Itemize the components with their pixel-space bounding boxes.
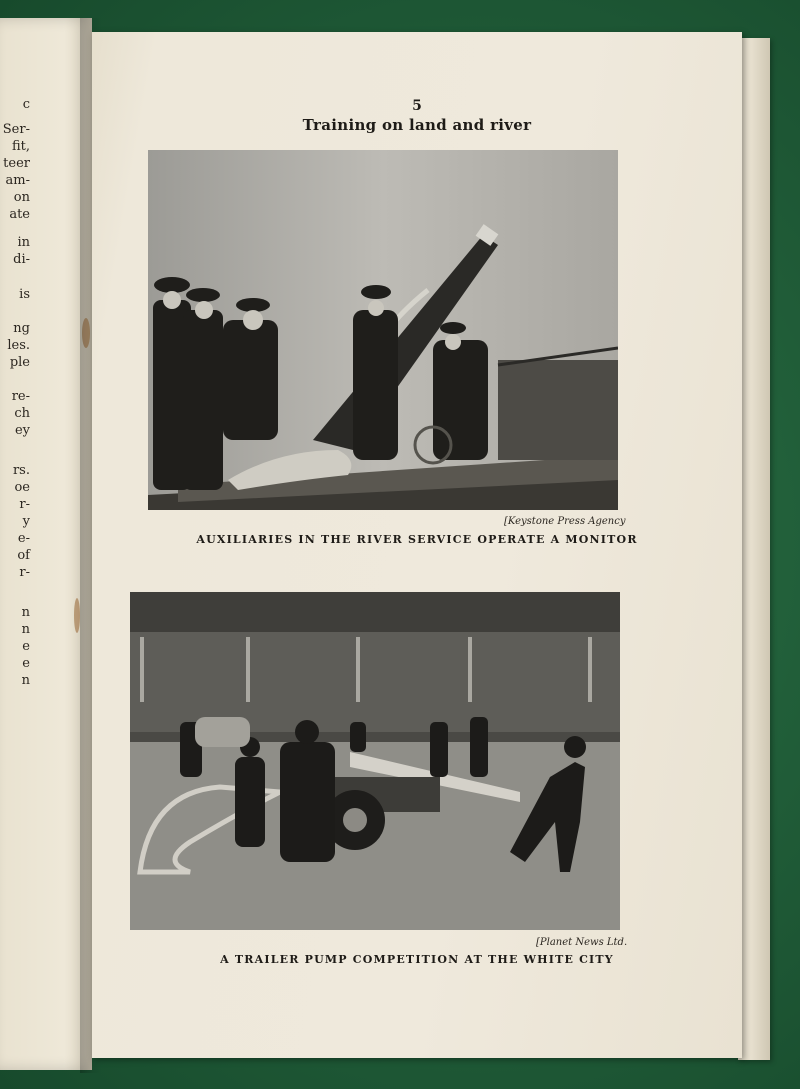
- left-text-fragment: rs.: [12, 463, 30, 478]
- photo-credit-1: [Keystone Press Agency: [504, 516, 626, 527]
- left-text-fragment: re-: [11, 389, 30, 404]
- left-text-fragment: on: [13, 190, 30, 205]
- left-text-fragment: oe: [14, 480, 30, 495]
- left-text-fragment: ch: [14, 406, 30, 421]
- left-text-fragment: e: [22, 656, 30, 671]
- booklet-page: [92, 32, 742, 1058]
- left-text-fragment: ey: [14, 423, 30, 438]
- monitor-photo: [148, 150, 618, 510]
- left-text-fragment: y: [22, 514, 30, 529]
- left-text-fragment: r-: [19, 565, 30, 580]
- left-text-fragment: ate: [9, 207, 30, 222]
- photo-credit-2: [Planet News Ltd.: [536, 937, 628, 948]
- left-text-fragment: fit,: [11, 139, 30, 154]
- left-text-fragment: teer: [3, 156, 30, 171]
- left-text-fragment: Ser-: [2, 122, 30, 137]
- trailer-pump-photo-image: [130, 592, 620, 930]
- left-page: [0, 18, 92, 1070]
- left-text-fragment: n: [21, 673, 30, 688]
- left-text-fragment: di-: [13, 252, 30, 267]
- page-title: Training on land and river: [302, 116, 532, 134]
- left-text-fragment: r-: [19, 497, 30, 512]
- left-text-fragment: e-: [17, 531, 30, 546]
- left-text-fragment: in: [17, 235, 30, 250]
- left-text-fragment: n: [21, 605, 30, 620]
- left-text-fragment: n: [21, 622, 30, 637]
- left-text-fragment: am-: [5, 173, 30, 188]
- page-stack-edge: [738, 38, 770, 1060]
- photo-caption-2: A TRAILER PUMP COMPETITION AT THE WHITE CITY: [220, 953, 614, 966]
- photo-caption-1: AUXILIARIES IN THE RIVER SERVICE OPERATE A MONITOR: [196, 533, 638, 546]
- left-text-fragment: c: [22, 97, 30, 112]
- left-text-fragment: ng: [13, 321, 30, 336]
- page-number: 5: [412, 98, 422, 114]
- left-text-fragment: ple: [9, 355, 30, 370]
- trailer-pump-photo: [130, 592, 620, 930]
- left-text-fragment: e: [22, 639, 30, 654]
- left-text-fragment: les.: [7, 338, 30, 353]
- left-text-fragment: of: [17, 548, 30, 563]
- left-text-fragment: is: [19, 287, 30, 302]
- monitor-photo-image: [148, 150, 618, 510]
